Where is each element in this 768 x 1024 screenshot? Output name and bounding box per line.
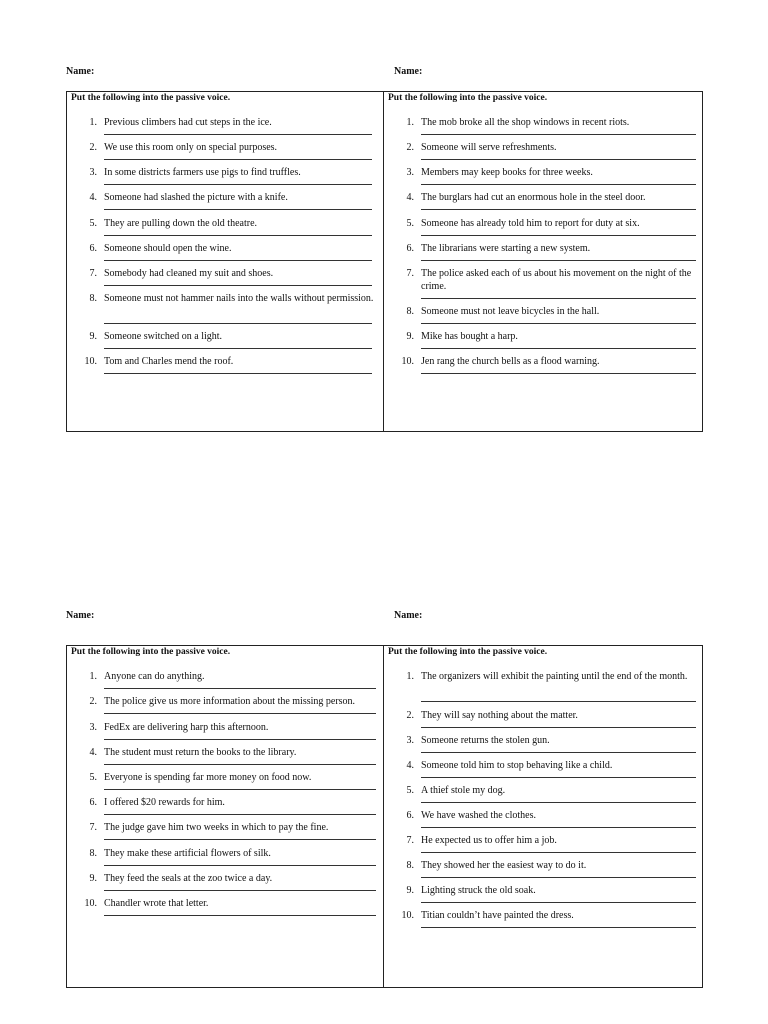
- answer-line[interactable]: [421, 701, 696, 702]
- item-number: 10.: [401, 356, 414, 367]
- item-number: 2.: [89, 142, 97, 153]
- item-sentence: The mob broke all the shop windows in recent riots.: [421, 117, 630, 128]
- item-sentence: They showed her the easiest way to do it.: [421, 860, 587, 871]
- item-sentence: Someone should open the wine.: [104, 243, 232, 254]
- answer-line[interactable]: [104, 373, 372, 374]
- item-number: 4.: [89, 747, 97, 758]
- answer-line[interactable]: [421, 134, 696, 135]
- item-sentence: Someone must not hammer nails into the walls without permission.: [104, 293, 374, 304]
- item-number: 9.: [89, 331, 97, 342]
- item-sentence: Chandler wrote that letter.: [104, 898, 209, 909]
- item-sentence: The police give us more information about the missing person.: [104, 696, 356, 707]
- item-sentence: Lighting struck the old soak.: [421, 885, 536, 896]
- item-sentence: We have washed the clothes.: [421, 810, 536, 821]
- item-number: 3.: [406, 735, 414, 746]
- item-sentence: The judge gave him two weeks in which to pay the fine.: [104, 822, 329, 833]
- item-number: 1.: [406, 671, 414, 682]
- answer-line[interactable]: [104, 235, 372, 236]
- answer-line[interactable]: [104, 323, 372, 324]
- name-label-top-right: Name:: [394, 66, 423, 77]
- item-number: 3.: [89, 167, 97, 178]
- panel-top-right: [384, 92, 702, 431]
- item-sentence: The police asked each of us about his movement on the night of the crime.: [421, 268, 692, 292]
- answer-line[interactable]: [104, 915, 376, 916]
- answer-line[interactable]: [421, 209, 696, 210]
- item-sentence: A thief stole my dog.: [421, 785, 506, 796]
- instruction-heading: Put the following into the passive voice.: [388, 647, 548, 657]
- instruction-heading: Put the following into the passive voice.: [71, 647, 231, 657]
- answer-line[interactable]: [104, 209, 372, 210]
- item-number: 3.: [406, 167, 414, 178]
- item-sentence: Anyone can do anything.: [104, 671, 205, 682]
- answer-line[interactable]: [104, 688, 376, 689]
- item-sentence: Jen rang the church bells as a flood warning.: [421, 356, 600, 367]
- answer-line[interactable]: [104, 839, 376, 840]
- item-sentence: Previous climbers had cut steps in the ice.: [104, 117, 272, 128]
- panel-top-left: [67, 92, 384, 431]
- item-number: 1.: [406, 117, 414, 128]
- item-number: 10.: [84, 898, 97, 909]
- answer-line[interactable]: [421, 902, 696, 903]
- answer-line[interactable]: [421, 827, 696, 828]
- answer-line[interactable]: [104, 260, 372, 261]
- item-sentence: FedEx are delivering harp this afternoon.: [104, 722, 269, 733]
- item-sentence: The organizers will exhibit the painting until the end of the month.: [421, 671, 688, 682]
- item-sentence: They are pulling down the old theatre.: [104, 218, 258, 229]
- item-sentence: Tom and Charles mend the roof.: [104, 356, 234, 367]
- item-sentence: Mike has bought a harp.: [421, 331, 518, 342]
- item-number: 2.: [89, 696, 97, 707]
- item-number: 10.: [84, 356, 97, 367]
- item-number: 8.: [89, 848, 97, 859]
- panel-bottom-left: [67, 646, 384, 987]
- item-sentence: I offered $20 rewards for him.: [104, 797, 225, 808]
- item-number: 10.: [401, 910, 414, 921]
- item-number: 7.: [89, 822, 97, 833]
- item-sentence: We use this room only on special purposes.: [104, 142, 278, 153]
- item-sentence: Someone has already told him to report for duty at six.: [421, 218, 640, 229]
- item-number: 5.: [406, 218, 414, 229]
- item-sentence: He expected us to offer him a job.: [421, 835, 557, 846]
- item-number: 6.: [89, 797, 97, 808]
- item-number: 7.: [406, 835, 414, 846]
- item-number: 9.: [89, 873, 97, 884]
- worksheet-top: [66, 91, 703, 432]
- item-sentence: Somebody had cleaned my suit and shoes.: [104, 268, 274, 279]
- item-number: 1.: [89, 671, 97, 682]
- answer-line[interactable]: [421, 323, 696, 324]
- answer-line[interactable]: [104, 890, 376, 891]
- answer-line[interactable]: [104, 285, 372, 286]
- item-number: 4.: [406, 192, 414, 203]
- panel-bottom-right: [384, 646, 702, 987]
- item-number: 3.: [89, 722, 97, 733]
- item-number: 8.: [89, 293, 97, 304]
- answer-line[interactable]: [104, 814, 376, 815]
- answer-line[interactable]: [421, 159, 696, 160]
- name-label-bottom-left: Name:: [66, 610, 95, 621]
- item-number: 7.: [89, 268, 97, 279]
- item-sentence: Someone must not leave bicycles in the hall.: [421, 306, 600, 317]
- answer-line[interactable]: [421, 802, 696, 803]
- item-sentence: Someone told him to stop behaving like a child.: [421, 760, 613, 771]
- answer-line[interactable]: [104, 134, 372, 135]
- item-sentence: Members may keep books for three weeks.: [421, 167, 593, 178]
- answer-line[interactable]: [421, 927, 696, 928]
- item-number: 7.: [406, 268, 414, 279]
- item-number: 5.: [89, 772, 97, 783]
- answer-line[interactable]: [104, 713, 376, 714]
- item-sentence: Someone switched on a light.: [104, 331, 223, 342]
- answer-line[interactable]: [421, 348, 696, 349]
- item-sentence: Someone returns the stolen gun.: [421, 735, 550, 746]
- item-sentence: Everyone is spending far more money on food now.: [104, 772, 312, 783]
- item-sentence: Titian couldn’t have painted the dress.: [421, 910, 574, 921]
- answer-line[interactable]: [104, 348, 372, 349]
- answer-line[interactable]: [421, 373, 696, 374]
- item-number: 5.: [406, 785, 414, 796]
- item-number: 9.: [406, 331, 414, 342]
- item-number: 6.: [89, 243, 97, 254]
- answer-line[interactable]: [421, 298, 696, 299]
- item-number: 5.: [89, 218, 97, 229]
- answer-line[interactable]: [104, 789, 376, 790]
- name-label-top-left: Name:: [66, 66, 95, 77]
- instruction-heading: Put the following into the passive voice.: [71, 93, 231, 103]
- answer-line[interactable]: [104, 184, 372, 185]
- item-number: 2.: [406, 142, 414, 153]
- item-number: 9.: [406, 885, 414, 896]
- answer-line[interactable]: [104, 739, 376, 740]
- answer-line[interactable]: [421, 260, 696, 261]
- item-sentence: The student must return the books to the library.: [104, 747, 297, 758]
- item-sentence: Someone will serve refreshments.: [421, 142, 557, 153]
- answer-line[interactable]: [421, 235, 696, 236]
- answer-line[interactable]: [104, 159, 372, 160]
- item-sentence: The burglars had cut an enormous hole in the steel door.: [421, 192, 646, 203]
- item-number: 4.: [89, 192, 97, 203]
- item-sentence: Someone had slashed the picture with a knife.: [104, 192, 288, 203]
- item-number: 6.: [406, 243, 414, 254]
- item-number: 8.: [406, 306, 414, 317]
- answer-line[interactable]: [104, 764, 376, 765]
- item-sentence: They will say nothing about the matter.: [421, 710, 578, 721]
- item-sentence: They feed the seals at the zoo twice a day.: [104, 873, 273, 884]
- item-sentence: The librarians were starting a new system.: [421, 243, 591, 254]
- item-number: 4.: [406, 760, 414, 771]
- answer-line[interactable]: [421, 877, 696, 878]
- name-label-bottom-right: Name:: [394, 610, 423, 621]
- item-sentence: They make these artificial flowers of silk.: [104, 848, 271, 859]
- answer-line[interactable]: [421, 184, 696, 185]
- answer-line[interactable]: [421, 727, 696, 728]
- item-number: 6.: [406, 810, 414, 821]
- item-number: 8.: [406, 860, 414, 871]
- answer-line[interactable]: [421, 752, 696, 753]
- worksheet-bottom: [66, 645, 703, 988]
- answer-line[interactable]: [104, 865, 376, 866]
- item-number: 2.: [406, 710, 414, 721]
- item-sentence: In some districts farmers use pigs to find truffles.: [104, 167, 301, 178]
- instruction-heading: Put the following into the passive voice.: [388, 93, 548, 103]
- answer-line[interactable]: [421, 852, 696, 853]
- answer-line[interactable]: [421, 777, 696, 778]
- item-number: 1.: [89, 117, 97, 128]
